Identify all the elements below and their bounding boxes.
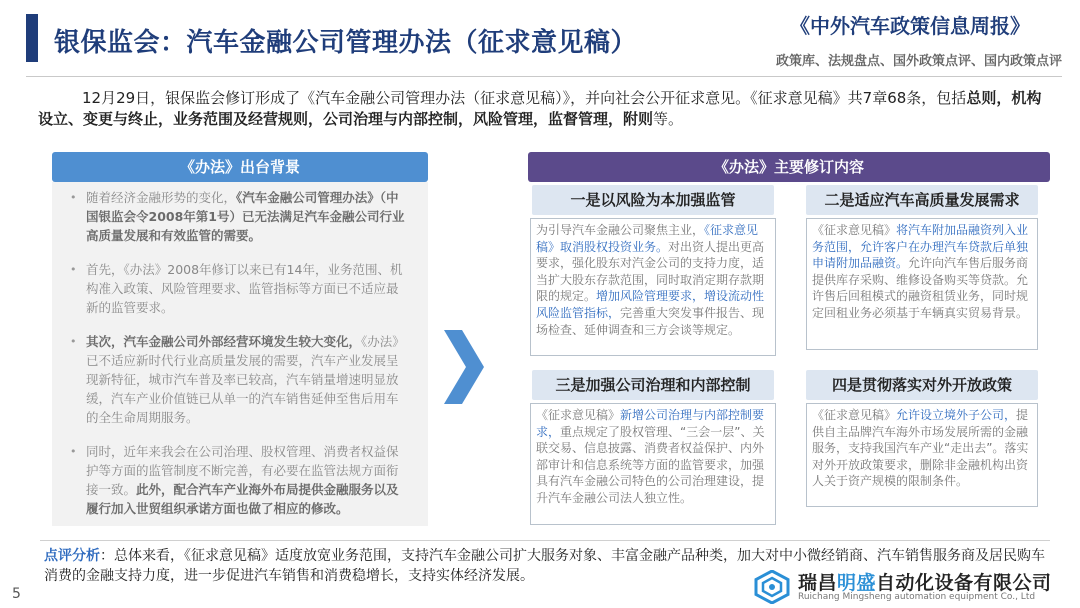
page-number: 5 <box>12 586 21 602</box>
highlight-text: 增加风险管理要求，增设流动性风险监管指标， <box>536 289 765 320</box>
bullet-icon: • <box>70 263 77 276</box>
background-item <box>70 442 410 518</box>
background-item <box>70 260 410 317</box>
intro-tail: 等。 <box>653 110 684 128</box>
highlight-text: 新增公司治理与内部控制要求， <box>536 408 765 439</box>
item-text: 首先，《办法》2008年修订以来已有14年，业务范围、机构准入政策、风险管理要求、监管指标等方面已不适应最新的监管要求。 <box>86 262 403 315</box>
item-bold-text: 此外，配合汽车产业海外布局提供金融服务以及履行加入世贸组织承诺方面也做了相应的修改。 <box>86 482 399 516</box>
comment-text: ：总体来看，《征求意见稿》适度放宽业务范围，支持汽车金融公司扩大服务对象、丰富金融产品种类，加大对中小微经销商、汽车销售服务商及居民购车消费的金融支持力度，进一步促进汽车销售和消费稳增长，支持实体经济发展。 <box>44 548 1045 584</box>
revision-title-quality: 二是适应汽车高质量发展需求 <box>806 185 1038 215</box>
revision-body-risk <box>530 218 776 356</box>
page-title: 银保监会：汽车金融公司管理办法（征求意见稿） <box>54 28 638 58</box>
background-heading: 《办法》出台背景 <box>52 152 428 182</box>
body-text: 对出资人提出更高要求，强化股东对汽金公司的支持力度，适当扩大股东存款范围，同时取消定期存款期限的规定。 <box>536 239 765 304</box>
chevron-right-icon <box>440 330 486 404</box>
background-panel <box>52 182 428 526</box>
revision-body-governance <box>530 403 776 525</box>
revisions-heading: 《办法》主要修订内容 <box>528 152 1050 182</box>
body-text: 《征求意见稿》 <box>536 408 621 422</box>
body-text: 《征求意见稿》 <box>812 408 897 422</box>
company-name-part: 瑞昌 <box>798 572 838 594</box>
item-bold-text: 《汽车金融公司管理办法》（中国银监会令2008年第1号）已无法满足汽车金融公司行业高质量发展和有效监管的需要。 <box>86 190 405 243</box>
company-name-highlight: 明盛 <box>837 572 877 594</box>
body-text: 完善重大突发事件报告、现场检查、延伸调查和三方会谈等规定。 <box>536 305 765 337</box>
bullet-icon: • <box>70 191 77 204</box>
company-name-part: 自动化设备有限公司 <box>876 572 1052 594</box>
revision-body-quality <box>806 218 1038 350</box>
company-watermark <box>752 568 1070 606</box>
body-text: 提供自主品牌汽车海外市场发展所需的金融服务，支持我国汽车产业“走出去”。落实对外开放政策要求，删除非金融机构出资人关于资产规模的限制条件。 <box>812 408 1029 489</box>
intro-paragraph <box>38 88 1048 130</box>
revision-body-opening <box>806 403 1038 507</box>
body-text: 为引导汽车金融公司聚焦主业， <box>536 223 705 237</box>
intro-chapters: 总则，机构设立、变更与终止，业务范围及经营规则，公司治理与内部控制，风险管理，监督管理，附则 <box>38 89 1042 128</box>
highlight-text: 《征求意见稿》取消股权投资业务。 <box>536 223 759 254</box>
item-text: 随着经济金融形势的变化， <box>86 190 237 205</box>
comment-divider <box>40 540 1050 541</box>
highlight-text: 将汽车附加品融资列入业务范围，允许客户在办理汽车贷款后单独申请附加品融资。 <box>812 223 1029 271</box>
revision-title-opening: 四是贯彻落实对外开放政策 <box>806 370 1038 400</box>
background-item <box>70 188 410 245</box>
title-divider <box>26 76 1062 77</box>
company-name <box>798 568 1052 595</box>
item-text: 《办法》已不适应新时代行业高质量发展的需要，汽车产业发展呈现新特征，城市汽车普及率已较高，汽车销量增速明显放缓，汽车产业价值链已从单一的汽车销售延伸至售后用车的全生命周期服务。 <box>86 334 405 425</box>
revision-title-governance: 三是加强公司治理和内部控制 <box>532 370 774 400</box>
revision-title-risk: 一是以风险为本加强监管 <box>532 185 774 215</box>
item-text: 同时，近年来我会在公司治理、股权管理、消费者权益保护等方面的监管制度不断完善，有必要在监管法规方面衔接一致。 <box>86 444 399 497</box>
bullet-icon: • <box>70 335 77 348</box>
publication-subtitle: 政策库、法规盘点、国外政策点评、国内政策点评 <box>775 54 1062 69</box>
company-logo-icon <box>754 570 790 604</box>
body-text: 允许向汽车售后服务商提供库存采购、维修设备购买等贷款。允许售后回租模式的融资租赁业务，同时规定回租业务必须基于车辆真实贸易背景。 <box>812 256 1029 320</box>
background-item <box>70 332 410 427</box>
body-text: 重点规定了股权管理、“三会一层”、关联交易、信息披露、消费者权益保护、内外部审计和信息系统等方面的监管要求，加强具有汽车金融公司特色的公司治理建设，提升汽车金融公司法人独立性。 <box>536 424 765 505</box>
highlight-text: 允许设立境外子公司， <box>896 408 1017 422</box>
company-english-name: Ruichang Mingsheng automation equipment Co., Ltd <box>798 592 1036 602</box>
title-accent-bar <box>26 14 38 62</box>
bullet-icon: • <box>70 445 77 458</box>
body-text: 《征求意见稿》 <box>812 223 897 237</box>
item-bold-text: 其次，汽车金融公司外部经营环境发生较大变化， <box>86 334 362 349</box>
intro-lead: 12月29日，银保监会修订形成了《汽车金融公司管理办法（征求意见稿）》，并向社会公开征求意见。《征求意见稿》共7章68条，包括 <box>82 89 967 107</box>
publication-name: 《中外汽车政策信息周报》 <box>790 14 1030 38</box>
comment-label: 点评分析 <box>44 548 100 564</box>
